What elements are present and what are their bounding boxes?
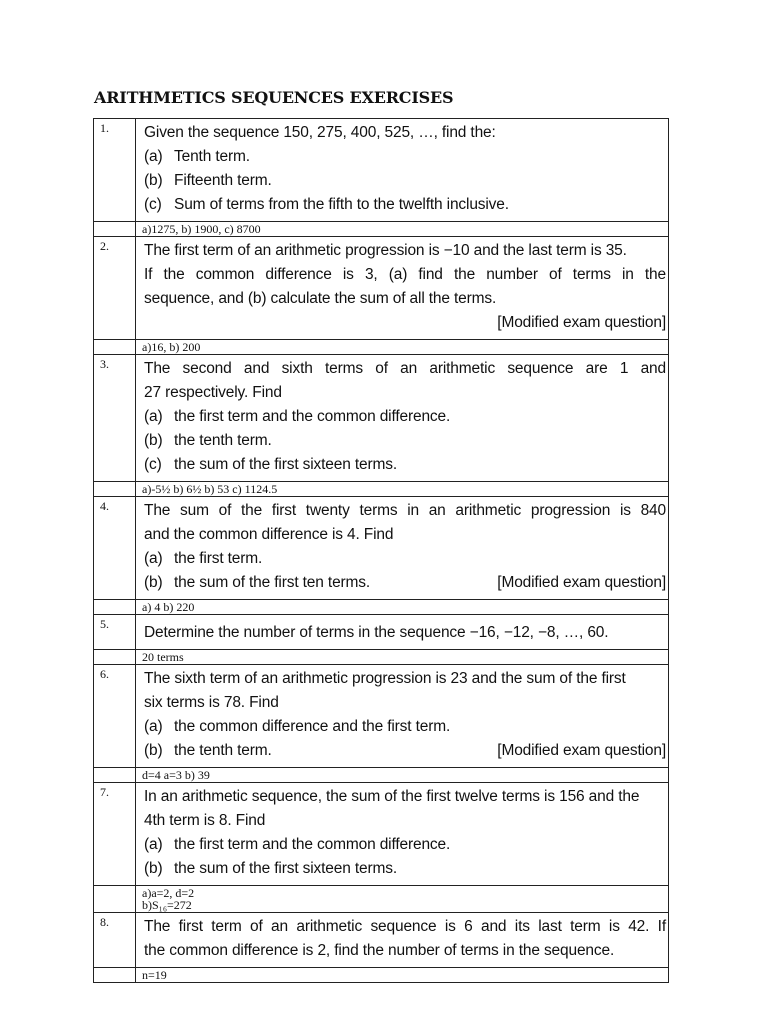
- answer-row: [94, 222, 669, 237]
- question-line: The first term of an arithmetic sequence is 6 and its last term is 42. If: [144, 918, 666, 935]
- sub-question-label: (c): [144, 456, 162, 473]
- exercise-question: [136, 783, 669, 886]
- sub-question-text: the first term and the common difference.: [174, 836, 451, 853]
- answer-cell: [136, 768, 669, 783]
- exercise-row: [94, 497, 669, 600]
- exercise-number: 5.: [94, 615, 136, 650]
- sub-question-label: (b): [144, 432, 163, 449]
- answer-text: a)a=2, d=2: [142, 886, 195, 900]
- sub-question-text: Fifteenth term.: [174, 172, 272, 189]
- sub-question: [144, 571, 370, 595]
- answer-row: [94, 482, 669, 497]
- exercise-row: [94, 237, 669, 340]
- question-line: The sum of the first twenty terms in an arithmetic progression is 840: [144, 502, 666, 519]
- question-line: The second and sixth terms of an arithmetic sequence are 1 and: [144, 360, 666, 377]
- answer-row: [94, 650, 669, 665]
- answer-cell: [136, 600, 669, 615]
- answer-cell: [136, 222, 669, 237]
- sub-question-text: the first term.: [174, 550, 263, 567]
- answer-row: [94, 600, 669, 615]
- sub-question: [144, 715, 666, 739]
- exam-tag: [Modified exam question]: [497, 574, 666, 591]
- question-line: 27 respectively. Find: [144, 384, 282, 401]
- sub-question-label: (b): [144, 574, 163, 591]
- answer-cell: [136, 886, 669, 913]
- answer-row: [94, 886, 669, 913]
- sub-question-label: (b): [144, 742, 163, 759]
- answer-text: b)S₁₆=272: [142, 898, 192, 912]
- exercise-question: [136, 237, 669, 340]
- question-line: Given the sequence 150, 275, 400, 525, …, find the:: [144, 124, 496, 141]
- sub-question: [144, 833, 666, 857]
- exercise-row: [94, 355, 669, 482]
- exercise-question: [136, 913, 669, 968]
- sub-question: [144, 193, 666, 217]
- sub-question-text: the tenth term.: [174, 742, 272, 759]
- sub-question-text: the first term and the common difference.: [174, 408, 451, 425]
- exercise-question: [136, 497, 669, 600]
- answer-cell: [136, 968, 669, 983]
- exercise-question: [136, 355, 669, 482]
- exercise-number: 3.: [94, 355, 136, 482]
- sub-question-label: (a): [144, 148, 163, 165]
- exercise-table: [93, 118, 669, 983]
- exercise-question: [136, 615, 669, 650]
- exercise-question: [136, 119, 669, 222]
- question-line: the common difference is 2, find the number of terms in the sequence.: [144, 942, 615, 959]
- sub-question-label: (b): [144, 860, 163, 877]
- answer-row: [94, 968, 669, 983]
- sub-question-text: the sum of the first sixteen terms.: [174, 860, 398, 877]
- sub-question-label: (a): [144, 718, 163, 735]
- sub-question-with-tag: [144, 571, 666, 595]
- sub-question: [144, 739, 272, 763]
- sub-question: [144, 857, 666, 881]
- answer-text: a)1275, b) 1900, c) 8700: [142, 222, 261, 236]
- question-line: The first term of an arithmetic progression is −10 and the last term is 35.: [144, 242, 627, 259]
- question-line: sequence, and (b) calculate the sum of all the terms.: [144, 290, 497, 307]
- sub-question-label: (a): [144, 836, 163, 853]
- exam-tag: [Modified exam question]: [497, 314, 666, 331]
- sub-question-with-tag: [144, 739, 666, 763]
- exercise-number: 6.: [94, 665, 136, 768]
- exercise-number: 2.: [94, 237, 136, 340]
- exam-tag: [Modified exam question]: [497, 742, 666, 759]
- sub-question-text: Sum of terms from the fifth to the twelfth inclusive.: [174, 196, 509, 213]
- sub-question: [144, 453, 666, 477]
- answer-row: [94, 768, 669, 783]
- sub-question: [144, 547, 666, 571]
- sub-question: [144, 429, 666, 453]
- sub-question-label: (a): [144, 408, 163, 425]
- question-line: and the common difference is 4. Find: [144, 526, 394, 543]
- exercise-row: [94, 119, 669, 222]
- exercise-number: 4.: [94, 497, 136, 600]
- exercise-row: [94, 665, 669, 768]
- sub-question: [144, 145, 666, 169]
- sub-question: [144, 405, 666, 429]
- question-line: The sixth term of an arithmetic progression is 23 and the sum of the first: [144, 670, 626, 687]
- answer-text: 20 terms: [142, 650, 184, 664]
- answer-cell: [136, 340, 669, 355]
- sub-question-text: the sum of the first sixteen terms.: [174, 456, 398, 473]
- answer-text: a)16, b) 200: [142, 340, 201, 354]
- answer-row: [94, 340, 669, 355]
- answer-text: n=19: [142, 968, 167, 982]
- question-line: If the common difference is 3, (a) find the number of terms in the: [144, 266, 666, 283]
- answer-cell: [136, 482, 669, 497]
- question-line: Determine the number of terms in the sequence −16, −12, −8, …, 60.: [144, 624, 609, 641]
- exercise-number: 1.: [94, 119, 136, 222]
- sub-question-label: (a): [144, 550, 163, 567]
- exercise-row: [94, 615, 669, 650]
- sub-question-text: the common difference and the first term.: [174, 718, 451, 735]
- question-line: In an arithmetic sequence, the sum of the first twelve terms is 156 and the: [144, 788, 640, 805]
- exercise-row: [94, 783, 669, 886]
- answer-text: a)-5½ b) 6½ b) 53 c) 1124.5: [142, 482, 278, 496]
- sub-question: [144, 169, 666, 193]
- question-line: six terms is 78. Find: [144, 694, 279, 711]
- sub-question-text: the sum of the first ten terms.: [174, 574, 371, 591]
- sub-question-text: the tenth term.: [174, 432, 272, 449]
- sub-question-label: (c): [144, 196, 162, 213]
- sub-question-text: Tenth term.: [174, 148, 250, 165]
- page-title: ARITHMETICS SEQUENCES EXERCISES: [94, 88, 454, 107]
- answer-text: a) 4 b) 220: [142, 600, 195, 614]
- exercise-question: [136, 665, 669, 768]
- answer-text: d=4 a=3 b) 39: [142, 768, 210, 782]
- answer-cell: [136, 650, 669, 665]
- exercise-number: 8.: [94, 913, 136, 968]
- exercise-number: 7.: [94, 783, 136, 886]
- exercise-row: [94, 913, 669, 968]
- sub-question-label: (b): [144, 172, 163, 189]
- question-line: 4th term is 8. Find: [144, 812, 266, 829]
